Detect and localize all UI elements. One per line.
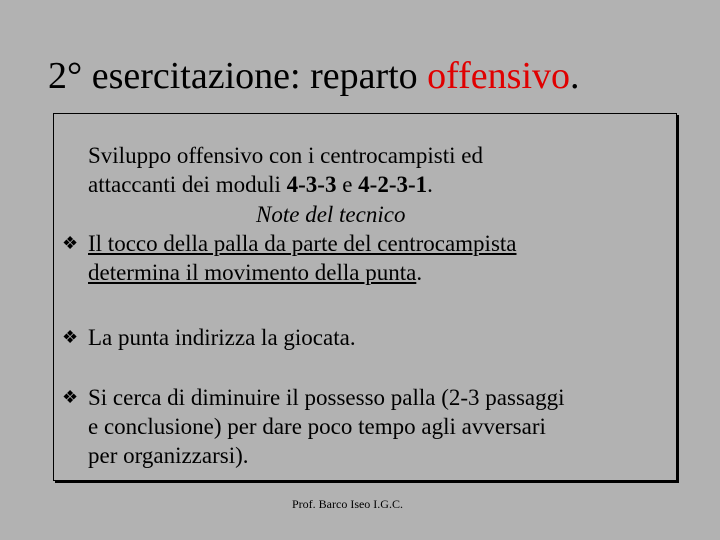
note-heading: Note del tecnico [256,202,406,227]
module-b: 4-2-3-1 [358,172,428,197]
title-end: . [570,55,580,97]
bullet-3-line-2: e conclusione) per dare poco tempo agli avversari [88,414,546,439]
intro-line-2-pre: attaccanti dei moduli [88,172,287,197]
bullet-1-line-2 [88,258,517,287]
bullet-text-1 [88,229,517,287]
slide-title [48,52,708,100]
bullet-3-line-1: Si cerca di diminuire il possesso palla (2-3 passaggi [88,385,565,410]
bullet-text-2 [88,323,356,352]
footer-credit: Prof. Barco Iseo I.G.C. [292,497,403,511]
diamond-bullet-icon: ❖ [62,233,79,253]
module-a: 4-3-3 [286,172,337,197]
bullet-2-line-1: La punta indirizza la giocata. [88,325,356,350]
title-main: 2° esercitazione: reparto [48,55,428,97]
intro-line-2-end: . [427,172,433,197]
diamond-bullet-icon: ❖ [62,387,79,407]
bullet-3-line-3: per organizzarsi). [88,443,249,468]
diamond-bullet-icon: ❖ [62,327,79,347]
intro-line-2-mid: e [336,172,359,197]
intro-line-1: Sviluppo offensivo con i centrocampisti ed [88,143,483,168]
bullet-1-line-2-text: determina il movimento della punta [88,260,417,285]
bullet-text-3 [88,383,565,470]
intro-line-2 [88,170,483,199]
bullet-1-line-1: Il tocco della palla da parte del centrocampista [88,231,517,256]
title-accent: offensivo [427,55,571,97]
intro-paragraph [88,141,483,199]
bullet-1-line-2-end: . [416,260,423,285]
